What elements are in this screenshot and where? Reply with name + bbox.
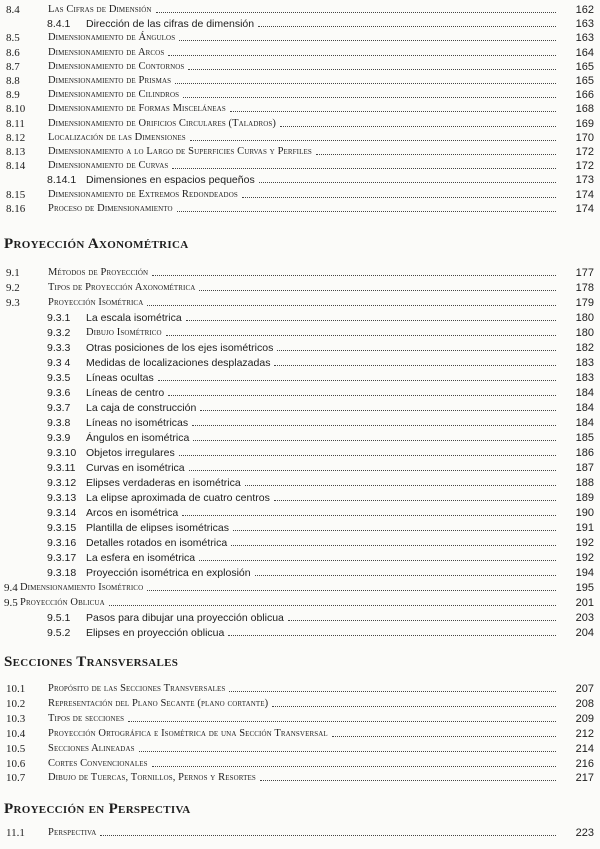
toc-entry [0, 416, 600, 430]
entry-number: 9.5.2 [47, 627, 71, 639]
toc-entry [0, 102, 600, 116]
dot-leader [175, 83, 556, 84]
toc-entry [0, 145, 600, 159]
entry-title: Otras posiciones de los ejes isométricos [86, 342, 274, 354]
page-number: 192 [575, 537, 594, 549]
entry-title: Líneas ocultas [86, 372, 154, 384]
toc-entry [0, 173, 600, 187]
page-number: 204 [575, 627, 594, 639]
entry-number: 9.1 [6, 267, 20, 279]
entry-title: Líneas de centro [86, 387, 165, 399]
dot-leader [188, 69, 556, 70]
entry-title: Dibujo Isométrico [86, 327, 162, 338]
dot-leader [259, 182, 556, 183]
toc-entry [0, 117, 600, 131]
page-number: 185 [575, 432, 594, 444]
entry-number: 9.3.8 [47, 417, 71, 429]
page-number: 183 [575, 372, 594, 384]
dot-leader [255, 575, 556, 576]
page-number: 217 [575, 772, 594, 785]
page-number: 214 [575, 742, 594, 755]
dot-leader [280, 126, 556, 127]
entry-title: Pasos para dibujar una proyección oblicua [86, 612, 284, 624]
entry-number: 10.4 [6, 727, 26, 740]
page-number: 188 [575, 477, 594, 489]
page-number: 190 [575, 507, 594, 519]
entry-title: Propósito de las Secciones Transversales [48, 683, 226, 694]
dot-leader [272, 706, 556, 707]
entry-title: Elipses verdaderas en isométrica [86, 477, 241, 489]
page-number: 168 [575, 103, 594, 116]
toc-entry [0, 536, 600, 550]
page-number: 212 [575, 727, 594, 740]
dot-leader [332, 736, 556, 737]
toc-entry [0, 341, 600, 355]
entry-number: 9.3.16 [47, 537, 77, 549]
chapter-heading: Proyección en Perspectiva [4, 801, 191, 817]
entry-title: Las Cifras de Dimensión [48, 4, 152, 15]
entry-number: 8.4.1 [47, 18, 71, 31]
entry-number: 8.14 [6, 160, 26, 173]
toc-entry [0, 131, 600, 145]
entry-title: Proyección Oblicua [20, 597, 105, 608]
toc-entry [0, 566, 600, 580]
page-number: 166 [575, 89, 594, 102]
entry-title: Cortes Convencionales [48, 757, 148, 769]
entry-title: Líneas no isométricas [86, 417, 189, 429]
toc-entry [0, 506, 600, 520]
entry-number: 9.2 [6, 282, 20, 294]
entry-title: Dimensionamiento de Curvas [48, 160, 169, 172]
page-number: 201 [575, 597, 594, 609]
toc-entry [0, 697, 600, 711]
entry-number: 9.3.14 [47, 507, 77, 519]
toc-entry [0, 159, 600, 173]
entry-title: Dimensionamiento de Contornos [48, 60, 185, 72]
page-number: 192 [575, 552, 594, 564]
page-number: 207 [575, 683, 594, 695]
toc-entry [0, 491, 600, 505]
entry-title: Dimensionamiento de Prismas [48, 75, 172, 86]
dot-leader [147, 305, 556, 306]
dot-leader [190, 140, 556, 141]
page-number: 189 [575, 492, 594, 504]
entry-number: 8.13 [6, 146, 26, 158]
entry-title: Dimensionamiento de Ángulos [48, 32, 176, 44]
entry-number: 9.3.6 [47, 387, 71, 399]
toc-entry [0, 3, 600, 17]
dot-leader [168, 55, 556, 56]
entry-number: 9.5.1 [47, 612, 71, 624]
entry-title: Proceso de Dimensionamiento [48, 202, 173, 214]
toc-entry [0, 371, 600, 385]
entry-title: Representación del Plano Secante (plano cortante) [48, 697, 269, 709]
toc-entry [0, 461, 600, 475]
page-number: 216 [575, 757, 594, 770]
entry-number: 11.1 [6, 827, 25, 839]
entry-title: Localización de las Dimensiones [48, 131, 186, 143]
toc-entry [0, 202, 600, 216]
entry-number: 8.15 [6, 188, 26, 201]
page-number: 162 [575, 4, 594, 16]
entry-number: 8.14.1 [47, 174, 77, 187]
dot-leader [277, 350, 556, 351]
entry-title: Secciones Alineadas [48, 742, 135, 754]
toc-entry [0, 401, 600, 415]
dot-leader [100, 835, 556, 836]
entry-number: 9.5 [4, 597, 18, 609]
page-number: 187 [575, 462, 594, 474]
toc-entry [0, 281, 600, 295]
entry-title: Plantilla de elipses isométricas [86, 522, 229, 534]
dot-leader [139, 751, 556, 752]
dot-leader [260, 780, 556, 781]
page-number: 165 [575, 60, 594, 73]
entry-title: Ángulos en isométrica [86, 432, 190, 444]
page-number: 174 [575, 188, 594, 201]
entry-number: 9.3.11 [47, 462, 76, 474]
toc-entry [0, 356, 600, 370]
page-number: 179 [575, 297, 594, 309]
dot-leader [231, 545, 556, 546]
page-number: 173 [575, 174, 594, 187]
dot-leader [189, 470, 556, 471]
page-number: 165 [575, 75, 594, 87]
page-number: 163 [575, 32, 594, 45]
entry-number: 8.5 [6, 32, 20, 45]
page-number: 208 [575, 697, 594, 710]
page-number: 163 [575, 18, 594, 31]
entry-title: La escala isométrica [86, 312, 182, 324]
entry-title: Dimensionamiento de Orificios Circulares (Taladros) [48, 117, 276, 129]
toc-entry [0, 771, 600, 785]
toc-entry [0, 521, 600, 535]
dot-leader [152, 275, 556, 276]
entry-number: 9.3.18 [47, 567, 77, 579]
entry-number: 9.3.9 [47, 432, 71, 444]
dot-leader [274, 500, 556, 501]
entry-title: Arcos en isométrica [86, 507, 179, 519]
entry-number: 8.16 [6, 202, 26, 215]
entry-title: Tipos de secciones [48, 712, 125, 724]
page-number: 177 [575, 267, 594, 279]
dot-leader [179, 40, 556, 41]
entry-number: 8.11 [6, 117, 25, 130]
page-number: 169 [575, 117, 594, 130]
entry-title: Detalles rotados en isométrica [86, 537, 228, 549]
page-number: 195 [575, 582, 594, 594]
entry-number: 9.3.3 [47, 342, 71, 354]
toc-entry [0, 431, 600, 445]
entry-title: Curvas en isométrica [86, 462, 185, 474]
dot-leader [199, 560, 556, 561]
page-number: 172 [575, 146, 594, 158]
entry-number: 9.3.17 [47, 552, 77, 564]
dot-leader [179, 455, 556, 456]
dot-leader [183, 97, 556, 98]
dot-leader [177, 211, 556, 212]
page-number: 170 [575, 131, 594, 144]
entry-number: 10.7 [6, 772, 26, 785]
entry-number: 10.1 [6, 683, 26, 695]
entry-title: Proyección isométrica en explosión [86, 567, 251, 579]
entry-number: 9.3.2 [47, 327, 71, 339]
dot-leader [316, 154, 556, 155]
entry-title: Dibujo de Tuercas, Tornillos, Pernos y Resortes [48, 772, 256, 784]
page-number: 164 [575, 46, 594, 59]
dot-leader [158, 380, 556, 381]
entry-number: 9.3.13 [47, 492, 77, 504]
entry-title: La esfera en isométrica [86, 552, 196, 564]
toc-entry [0, 17, 600, 31]
entry-number: 10.3 [6, 712, 26, 725]
toc-entry [0, 757, 600, 771]
entry-title: La caja de construcción [86, 402, 197, 414]
entry-title: Dimensionamiento de Arcos [48, 46, 165, 58]
dot-leader [200, 410, 556, 411]
toc-entry [0, 581, 600, 595]
entry-number: 10.2 [6, 697, 26, 710]
page-number: 184 [575, 417, 594, 429]
page-number: 182 [575, 342, 594, 354]
dot-leader [230, 111, 556, 112]
entry-number: 9.3.15 [47, 522, 77, 534]
entry-number: 9.3.5 [47, 372, 71, 384]
toc-entry [0, 88, 600, 102]
toc-entry [0, 611, 600, 625]
entry-title: Dimensionamiento a lo Largo de Superficies Curvas y Perfiles [48, 146, 312, 157]
page-number: 203 [575, 612, 594, 624]
entry-title: Dimensionamiento Isométrico [20, 582, 144, 593]
page-number: 194 [575, 567, 594, 579]
toc-entry [0, 74, 600, 88]
dot-leader [186, 320, 556, 321]
entry-number: 9.3.1 [47, 312, 71, 324]
entry-title: Tipos de Proyección Axonométrica [48, 282, 196, 293]
entry-number: 10.5 [6, 742, 26, 755]
dot-leader [288, 620, 556, 621]
toc-entry [0, 596, 600, 610]
entry-title: Perspectiva [48, 827, 97, 838]
page-number: 174 [575, 202, 594, 215]
dot-leader [128, 721, 556, 722]
dot-leader [156, 12, 556, 13]
entry-title: Medidas de localizaciones desplazadas [86, 357, 271, 369]
entry-number: 8.7 [6, 60, 20, 73]
page-number: 183 [575, 357, 594, 369]
dot-leader [166, 335, 556, 336]
entry-number: 9.3.7 [47, 402, 71, 414]
page-number: 223 [575, 827, 594, 839]
entry-number: 9.4 [4, 582, 18, 594]
entry-title: Elipses en proyección oblicua [86, 627, 225, 639]
chapter-heading: Secciones Transversales [4, 654, 179, 670]
dot-leader [199, 290, 556, 291]
page-number: 191 [575, 522, 594, 534]
toc-entry [0, 296, 600, 310]
toc-entry [0, 551, 600, 565]
page-number: 184 [575, 387, 594, 399]
toc-entry [0, 326, 600, 340]
toc-entry [0, 31, 600, 45]
entry-title: Dirección de las cifras de dimensión [86, 18, 255, 31]
dot-leader [229, 691, 556, 692]
entry-number: 8.9 [6, 89, 20, 102]
toc-entry [0, 60, 600, 74]
entry-number: 8.4 [6, 4, 20, 16]
toc-entry [0, 46, 600, 60]
entry-title: Dimensionamiento de Formas Misceláneas [48, 103, 226, 115]
page-number: 186 [575, 447, 594, 459]
entry-number: 10.6 [6, 757, 26, 770]
entry-number: 8.6 [6, 46, 20, 59]
toc-entry [0, 742, 600, 756]
dot-leader [192, 425, 556, 426]
page-number: 184 [575, 402, 594, 414]
toc-entry [0, 311, 600, 325]
toc-entry [0, 682, 600, 696]
toc-entry [0, 626, 600, 640]
chapter-heading: Proyección Axonométrica [4, 236, 189, 252]
toc-entry [0, 446, 600, 460]
entry-number: 8.12 [6, 131, 26, 144]
dot-leader [233, 530, 556, 531]
dot-leader [245, 485, 556, 486]
toc-entry [0, 266, 600, 280]
dot-leader [152, 766, 556, 767]
entry-number: 8.8 [6, 75, 20, 87]
toc-entry [0, 386, 600, 400]
entry-title: Proyección Isométrica [48, 297, 144, 308]
entry-title: Objetos irregulares [86, 447, 175, 459]
dot-leader [228, 635, 556, 636]
entry-title: La elipse aproximada de cuatro centros [86, 492, 270, 504]
entry-title: Dimensionamiento de Cilindros [48, 89, 180, 101]
dot-leader [168, 395, 556, 396]
toc-entry [0, 826, 600, 840]
dot-leader [109, 605, 556, 606]
entry-title: Proyección Ortográfica e Isométrica de una Sección Transversal [48, 727, 328, 739]
dot-leader [274, 365, 556, 366]
dot-leader [193, 440, 556, 441]
toc-entry [0, 727, 600, 741]
entry-number: 9.3 [6, 297, 20, 309]
entry-title: Métodos de Proyección [48, 267, 149, 278]
entry-number: 9.3.12 [47, 477, 77, 489]
dot-leader [172, 168, 556, 169]
toc-entry [0, 476, 600, 490]
page-number: 172 [575, 160, 594, 173]
dot-leader [258, 26, 556, 27]
entry-number: 9.3 4 [47, 357, 71, 369]
entry-title: Dimensiones en espacios pequeños [86, 174, 255, 187]
page-number: 180 [575, 312, 594, 324]
toc-entry [0, 712, 600, 726]
entry-title: Dimensionamiento de Extremos Redondeados [48, 188, 238, 200]
page-number: 180 [575, 327, 594, 339]
entry-number: 8.10 [6, 103, 26, 116]
dot-leader [182, 515, 556, 516]
toc-entry [0, 188, 600, 202]
page-number: 209 [575, 712, 594, 725]
page-number: 178 [575, 282, 594, 294]
entry-number: 9.3.10 [47, 447, 77, 459]
dot-leader [242, 197, 556, 198]
dot-leader [147, 590, 556, 591]
